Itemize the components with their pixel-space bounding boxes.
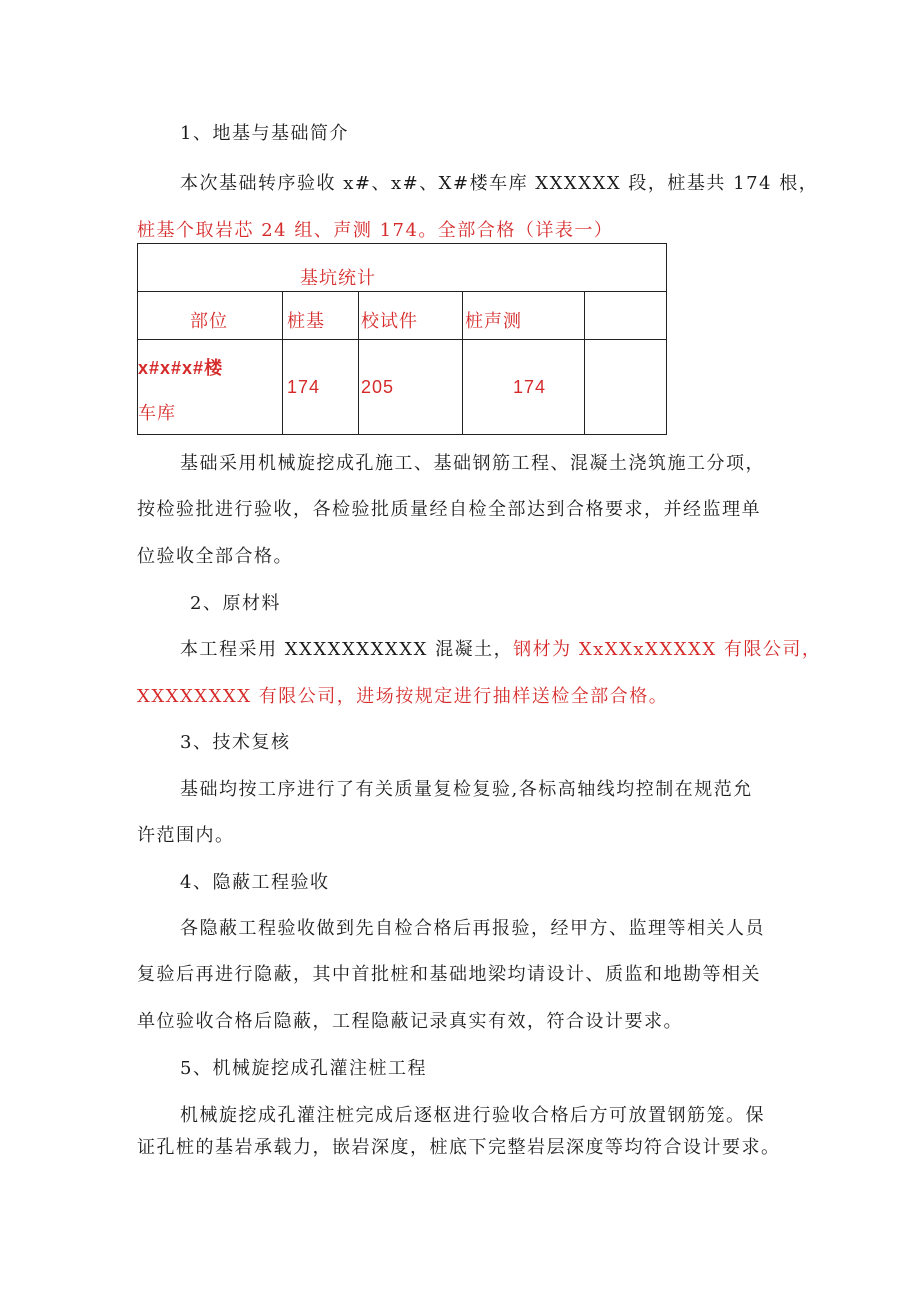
section1-para-line1: 本次基础转序验收 x#、x#、X#楼车库 XXXXXX 段，桩基共 174 根，: [180, 173, 819, 194]
pit-statistics-table: [137, 243, 667, 435]
section1b-line3: 位验收全部合格。: [137, 546, 293, 567]
section4-line3: 单位验收合格后隐蔽，工程隐蔽记录真实有效，符合设计要求。: [137, 1011, 683, 1032]
section2-line2-red: XXXXXXXX 有限公司，进场按规定进行抽样送检全部合格。: [137, 686, 669, 707]
section4-line2: 复验后再进行隐蔽，其中首批桩和基础地梁均请设计、质监和地勘等相关: [137, 964, 761, 985]
section1-heading: 1、地基与基础简介: [180, 123, 349, 144]
section2-line1: [180, 638, 821, 662]
section3-line2: 许范围内。: [137, 825, 235, 846]
table-caption: 基坑统计: [138, 244, 667, 292]
header-extra: [585, 292, 667, 340]
section4-line1: 各隐蔽工程验收做到先自检合格后再报验，经甲方、监理等相关人员: [180, 918, 765, 939]
section4-heading: 4、隐蔽工程验收: [180, 872, 330, 893]
cell-extra: [585, 340, 667, 435]
section5-line2: 证孔桩的基岩承载力，嵌岩深度，桩底下完整岩层深度等均符合设计要求。: [137, 1137, 781, 1158]
section5-line1: 机械旋挖成孔灌注桩完成后逐枢进行验收合格后方可放置钢筋笼。保: [180, 1105, 765, 1126]
location-line1: x#x#x#楼: [138, 358, 224, 378]
section1b-line2: 按检验批进行验收，各检验批质量经自检全部达到合格要求，并经监理单: [137, 499, 761, 520]
header-test-pieces: 校试件: [359, 292, 463, 340]
section2-line1-black: 本工程采用 XXXXXXXXXX 混凝土，: [180, 639, 514, 660]
cell-piles: 174: [283, 340, 359, 435]
location-line2: 车库: [138, 403, 176, 424]
section5-heading: 5、机械旋挖成孔灌注桩工程: [180, 1058, 427, 1079]
section3-heading: 3、技术复核: [180, 732, 291, 753]
section1-para-line2-red: 桩基个取岩芯 24 组、声测 174。全部合格（详表一）: [137, 220, 614, 241]
header-piles: 桩基: [283, 292, 359, 340]
section3-line1: 基础均按工序进行了有关质量复检复验,各标高轴线均控制在规范允: [180, 779, 753, 800]
section2-line1-red: 钢材为 XxXXxXXXXX 有限公司，: [513, 639, 822, 660]
cell-location: [138, 340, 283, 435]
section1b-line1: 基础采用机械旋挖成孔施工、基础钢筋工程、混凝土浇筑施工分项，: [180, 453, 765, 474]
table-row: [138, 340, 667, 435]
header-sonic: 桩声测: [463, 292, 585, 340]
cell-test-pieces: 205: [359, 340, 463, 435]
cell-sonic: 174: [463, 340, 585, 435]
header-location: 部位: [138, 292, 283, 340]
section2-heading: 2、原材料: [190, 593, 281, 614]
